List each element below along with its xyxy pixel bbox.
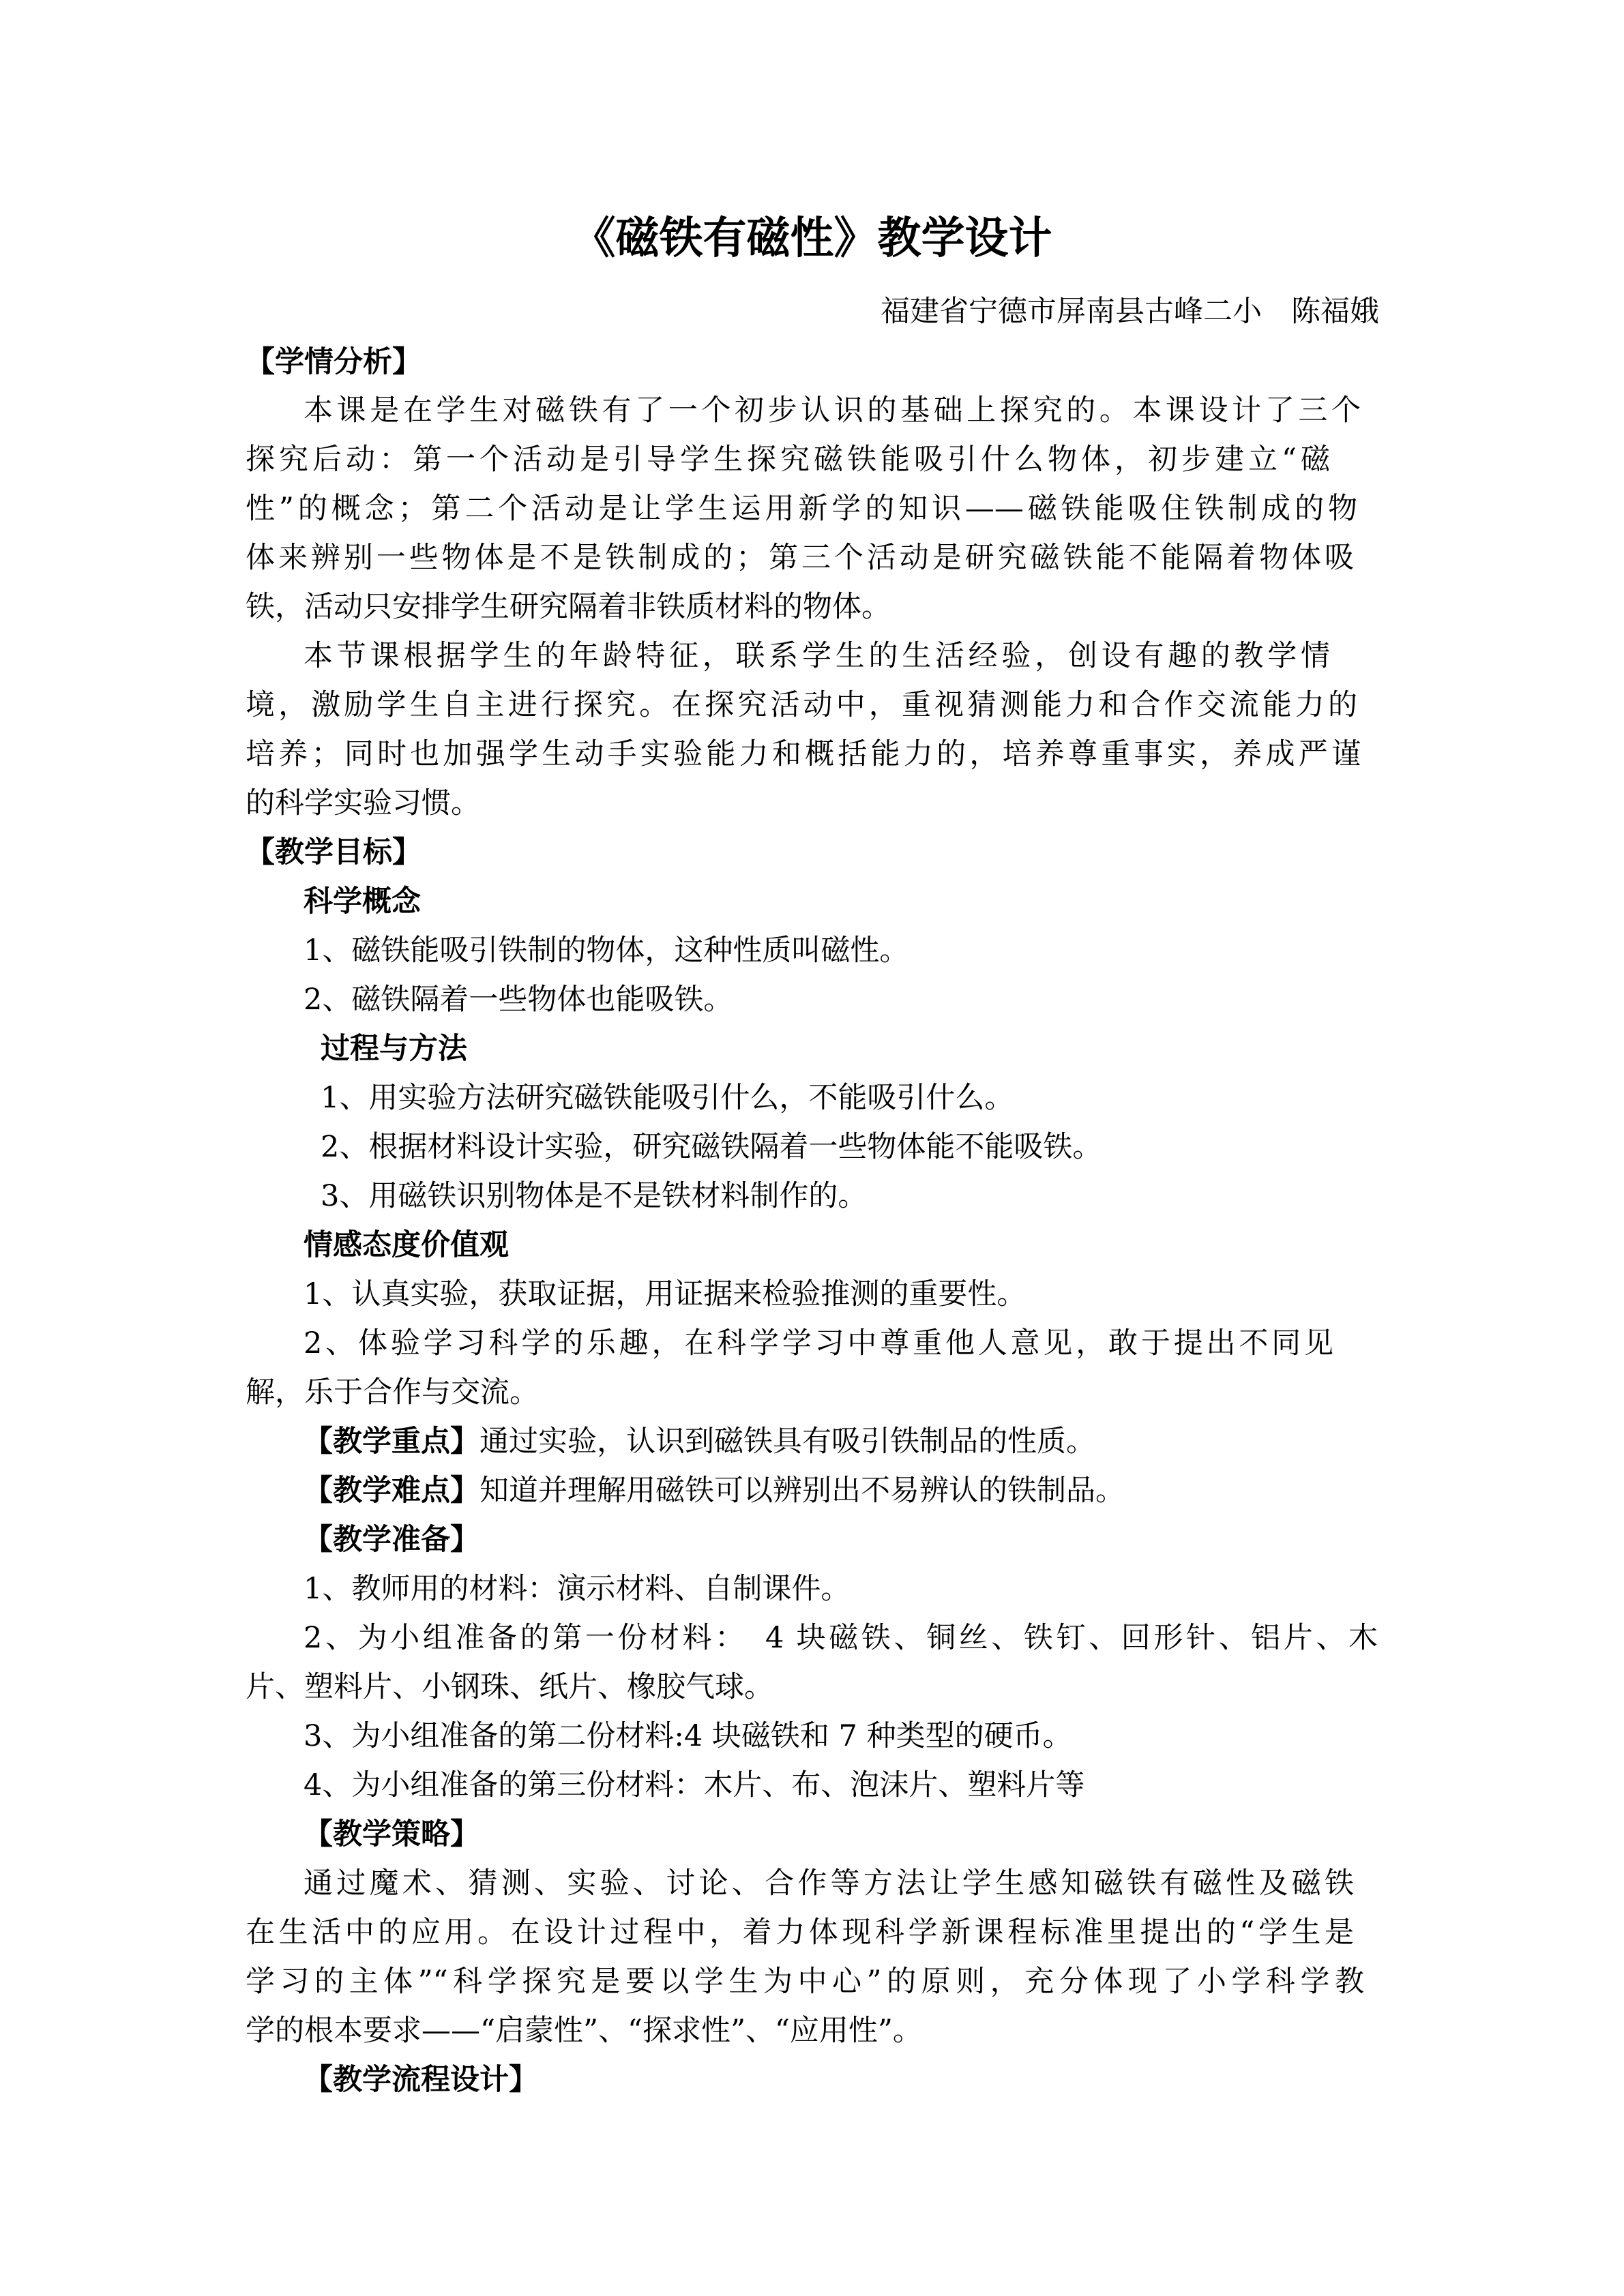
section-heading-xueqing: 【学情分析】	[246, 345, 422, 379]
paragraph-line: 培养；同时也加强学生动手实验能力和概括能力的，培养尊重事实，养成严谨	[246, 737, 1361, 771]
paragraph-line: 学的根本要求——“启蒙性”、“探求性”、“应用性”。	[246, 2014, 922, 2048]
paragraph-line: 体来辨别一些物体是不是铁制成的；第三个活动是研究磁铁能不能隔着物体吸	[246, 541, 1354, 575]
document-author: 福建省宁德市屏南县古峰二小 陈福娥	[881, 295, 1379, 329]
list-item: 1、认真实验，获取证据，用证据来检验推测的重要性。	[304, 1277, 1027, 1311]
paragraph-line: 本课是在学生对磁铁有了一个初步认识的基础上探究的。本课设计了三个	[304, 393, 1361, 428]
paragraph-line: 本节课根据学生的年龄特征，联系学生的生活经验，创设有趣的教学情	[304, 639, 1330, 673]
paragraph-line: 通过魔术、猜测、实验、讨论、合作等方法让学生感知磁铁有磁性及磁铁	[304, 1866, 1354, 1900]
difficult-point-text: 知道并理解用磁铁可以辨别出不易辨认的铁制品。	[479, 1474, 1125, 1508]
section-heading-celue: 【教学策略】	[304, 1817, 479, 1851]
list-item-continued: 解，乐于合作与交流。	[246, 1375, 539, 1410]
list-item: 2、为小组准备的第一份材料： 4 块磁铁、铜丝、铁钉、回形针、铝片、木	[304, 1621, 1378, 1655]
paragraph-line: 铁，活动只安排学生研究隔着非铁质材料的物体。	[246, 590, 891, 624]
section-heading-mubiao: 【教学目标】	[246, 835, 422, 869]
subheading-kexue-gainian: 科学概念	[304, 884, 421, 919]
key-point-line	[304, 1417, 1436, 1466]
list-item: 4、为小组准备的第三份材料：木片、布、泡沫片、塑料片等	[304, 1768, 1085, 1802]
paragraph-line: 性”的概念；第二个活动是让学生运用新学的知识——磁铁能吸住铁制成的物	[246, 492, 1357, 526]
paragraph-line: 在生活中的应用。在设计过程中，着力体现科学新课程标准里提出的“学生是	[246, 1915, 1354, 1950]
list-item: 2、体验学习科学的乐趣，在科学学习中尊重他人意见，敢于提出不同见	[304, 1326, 1333, 1360]
section-heading-zhunbei: 【教学准备】	[304, 1523, 479, 1557]
document-title: 《磁铁有磁性》教学设计	[572, 213, 1052, 264]
paragraph-line: 探究后动：第一个活动是引导学生探究磁铁能吸引什么物体，初步建立“磁	[246, 443, 1330, 477]
list-item-continued: 片、塑料片、小钢珠、纸片、橡胶气球。	[246, 1670, 773, 1704]
list-item: 1、磁铁能吸引铁制的物体，这种性质叫磁性。	[304, 934, 909, 968]
section-heading-liucheng: 【教学流程设计】	[304, 2063, 538, 2097]
key-point-text: 通过实验，认识到磁铁具有吸引铁制品的性质。	[479, 1425, 1095, 1459]
list-item: 1、用实验方法研究磁铁能吸引什么，不能吸引什么。	[321, 1081, 1014, 1115]
difficult-point-line	[304, 1466, 1436, 1515]
paragraph-line: 的科学实验习惯。	[246, 786, 480, 820]
subheading-guocheng-fangfa: 过程与方法	[321, 1032, 467, 1066]
paragraph-line: 学习的主体”“科学探究是要以学生为中心”的原则，充分体现了小学科学教	[246, 1965, 1364, 1999]
section-heading-nandian: 【教学难点】	[304, 1474, 479, 1508]
list-item: 3、为小组准备的第二份材料:4 块磁铁和 7 种类型的硬币。	[304, 1719, 1072, 1753]
section-heading-zhongdian: 【教学重点】	[304, 1425, 479, 1459]
list-item: 2、根据材料设计实验，研究磁铁隔着一些物体能不能吸铁。	[321, 1130, 1102, 1164]
paragraph-line: 境，激励学生自主进行探究。在探究活动中，重视猜测能力和合作交流能力的	[246, 688, 1357, 722]
list-item: 2、磁铁隔着一些物体也能吸铁。	[304, 983, 733, 1017]
list-item: 1、教师用的材料：演示材料、自制课件。	[304, 1572, 851, 1606]
subheading-qinggan: 情感态度价值观	[304, 1228, 509, 1262]
list-item: 3、用磁铁识别物体是不是铁材料制作的。	[321, 1179, 868, 1213]
